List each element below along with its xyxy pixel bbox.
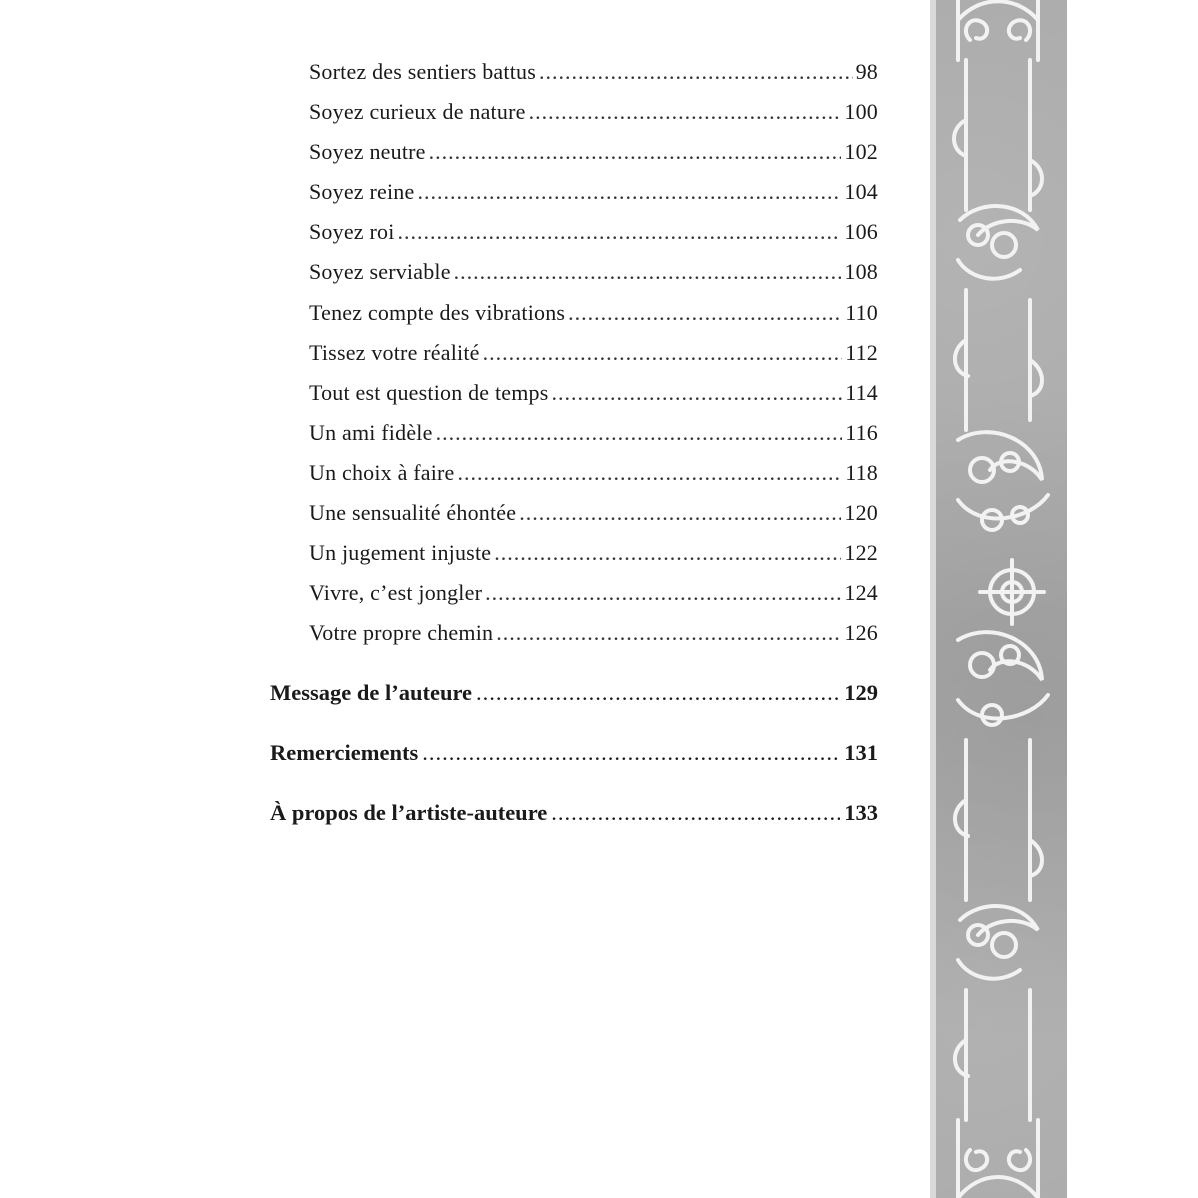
toc-section[interactable] xyxy=(270,673,878,733)
toc-section-page: 129 xyxy=(844,680,878,706)
dot-leader xyxy=(458,453,843,493)
toc-section-title: À propos de l’artiste-auteure xyxy=(270,800,548,826)
dot-leader xyxy=(568,293,842,333)
toc-section-title: Remerciements xyxy=(270,740,419,766)
toc-entry[interactable] xyxy=(270,333,878,373)
dot-leader xyxy=(483,333,843,373)
toc-entry[interactable] xyxy=(270,413,878,453)
decorative-border xyxy=(930,0,1067,1198)
dot-leader xyxy=(476,673,840,713)
toc-entry-title: Soyez reine xyxy=(309,179,415,205)
dot-leader xyxy=(436,413,843,453)
toc-entry-title: Sortez des sentiers battus xyxy=(309,59,536,84)
toc-entry-page: 100 xyxy=(844,99,878,125)
toc-entry-title: Soyez roi xyxy=(309,219,395,245)
dot-leader xyxy=(529,92,842,132)
toc-entry[interactable] xyxy=(270,172,878,212)
toc-entry[interactable] xyxy=(270,533,878,573)
toc-entry-page: 112 xyxy=(845,339,878,365)
dot-leader xyxy=(551,793,840,833)
dot-leader xyxy=(496,613,841,653)
toc-section-title: Message de l’auteure xyxy=(270,680,473,706)
toc-entry[interactable] xyxy=(270,573,878,613)
toc-section-page: 131 xyxy=(844,740,878,766)
dot-leader xyxy=(519,493,841,533)
toc-section[interactable] xyxy=(270,793,878,853)
toc-entry[interactable] xyxy=(270,252,878,292)
toc-section-page: 133 xyxy=(844,800,878,826)
dot-leader xyxy=(398,212,842,252)
toc-entry-title: Un jugement injuste xyxy=(309,540,492,566)
dot-leader xyxy=(429,132,842,172)
toc-entry[interactable] xyxy=(270,613,878,653)
toc-entry-page: 98 xyxy=(855,59,878,84)
toc-entry-title: Une sensualité éhontée xyxy=(309,500,517,526)
table-of-contents xyxy=(270,52,878,853)
toc-entry-title: Soyez curieux de nature xyxy=(309,99,526,125)
toc-entry-page: 102 xyxy=(844,139,878,165)
toc-entry-title: Soyez neutre xyxy=(309,139,426,165)
toc-entry-title: Un ami fidèle xyxy=(309,419,433,445)
toc-entry[interactable] xyxy=(270,293,878,333)
toc-entry-page: 120 xyxy=(844,500,878,526)
toc-entry[interactable] xyxy=(270,453,878,493)
toc-entry[interactable] xyxy=(270,52,878,92)
dot-leader xyxy=(494,533,841,573)
toc-entry-title: Un choix à faire xyxy=(309,459,455,485)
toc-entry-title: Tout est question de temps xyxy=(309,379,549,405)
toc-entry-page: 108 xyxy=(844,259,878,285)
dot-leader xyxy=(552,373,843,413)
toc-entry-title: Tissez votre réalité xyxy=(309,339,480,365)
toc-entry-page: 118 xyxy=(845,459,878,485)
toc-entry-page: 122 xyxy=(844,540,878,566)
toc-entry[interactable] xyxy=(270,373,878,413)
toc-entry-page: 110 xyxy=(845,299,878,325)
toc-entry[interactable] xyxy=(270,212,878,252)
dot-leader xyxy=(454,252,842,292)
toc-entry-page: 114 xyxy=(845,379,878,405)
scroll-ornament-icon xyxy=(930,0,1067,1198)
dot-leader xyxy=(422,733,840,773)
toc-entry-title: Vivre, c’est jongler xyxy=(309,580,483,606)
toc-entry-title: Tenez compte des vibrations xyxy=(309,299,566,325)
toc-section[interactable] xyxy=(270,733,878,793)
toc-entry-page: 106 xyxy=(844,219,878,245)
dot-leader xyxy=(485,573,841,613)
toc-entry-page: 124 xyxy=(844,580,878,606)
toc-entry[interactable] xyxy=(270,493,878,533)
toc-entry-title: Votre propre chemin xyxy=(309,620,494,646)
toc-entry-page: 126 xyxy=(844,620,878,646)
toc-entry[interactable] xyxy=(270,132,878,172)
dot-leader xyxy=(539,52,853,92)
toc-entry-page: 116 xyxy=(845,419,878,445)
toc-entry[interactable] xyxy=(270,92,878,132)
toc-entry-title: Soyez serviable xyxy=(309,259,451,285)
dot-leader xyxy=(417,172,841,212)
toc-entry-page: 104 xyxy=(844,179,878,205)
